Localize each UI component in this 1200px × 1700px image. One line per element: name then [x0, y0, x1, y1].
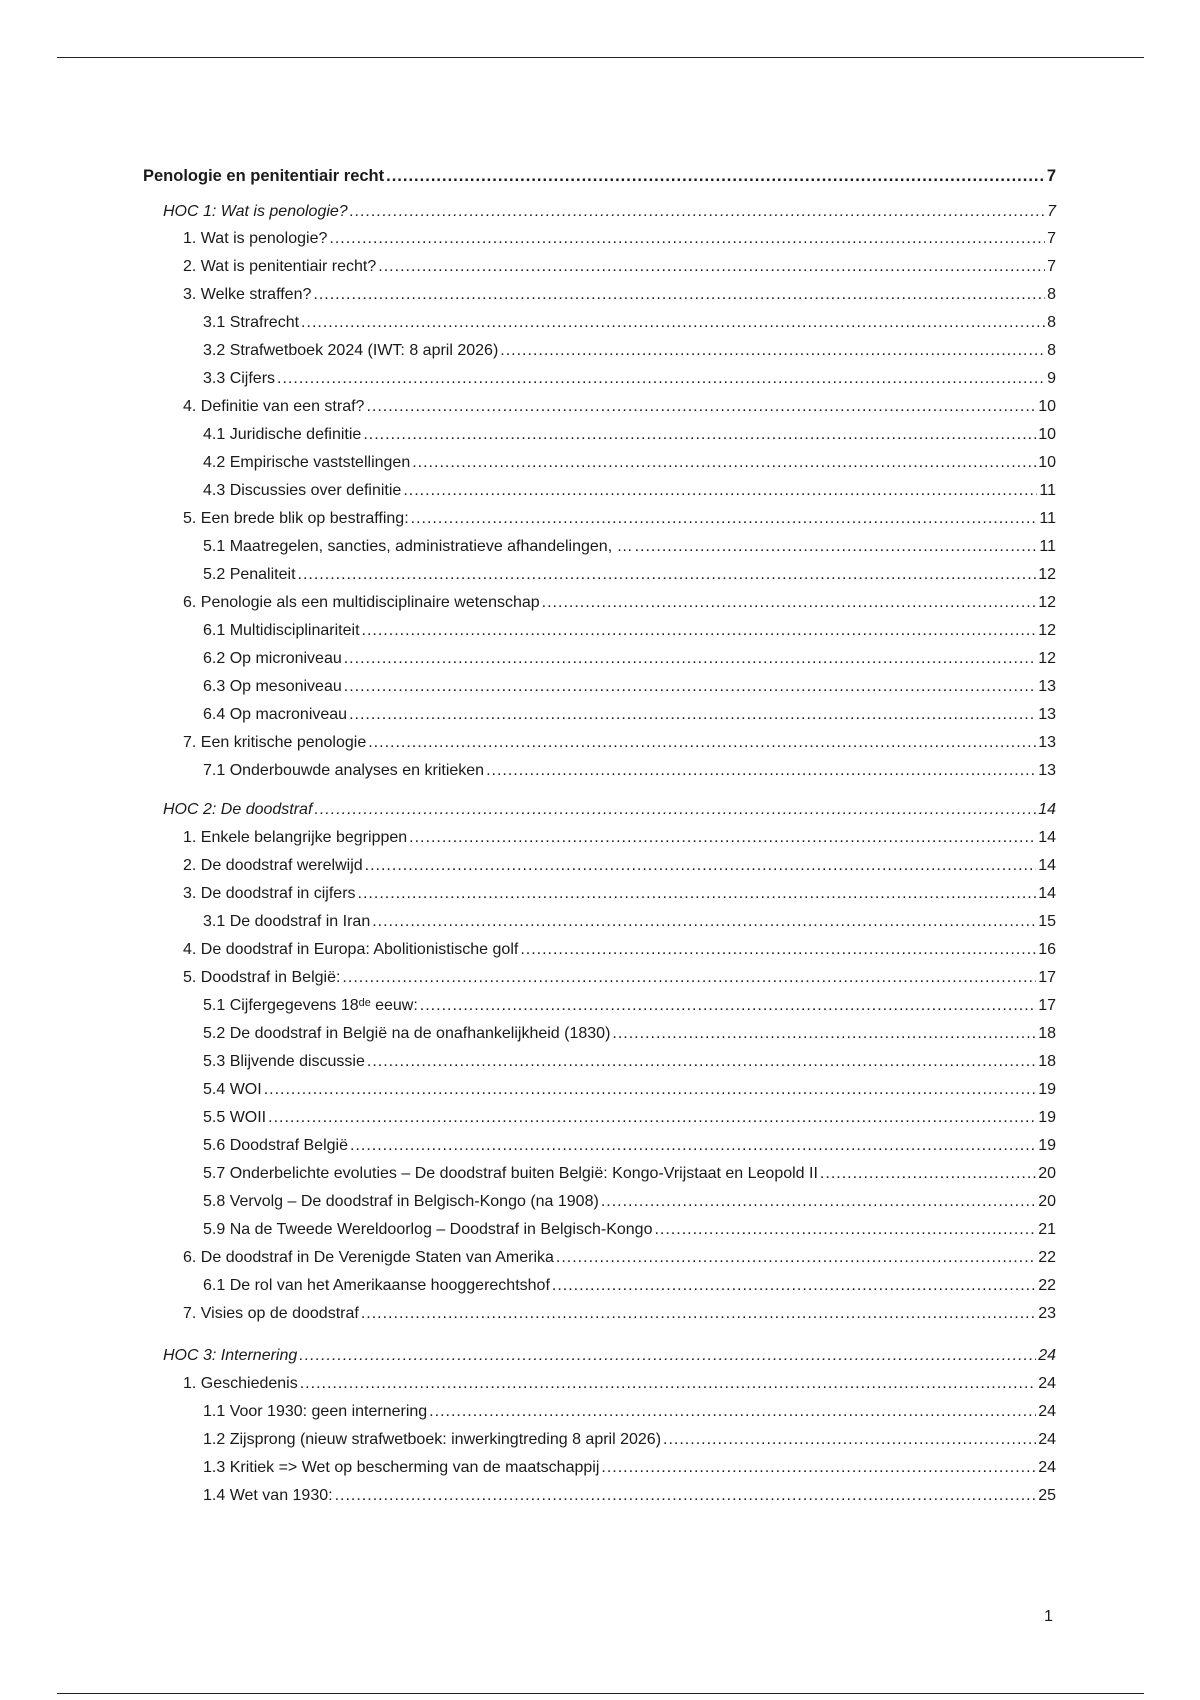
- toc-leader: [361, 1304, 1036, 1324]
- toc-entry[interactable]: [143, 341, 1056, 361]
- toc-leader: [277, 369, 1045, 389]
- toc-entry-page: 14: [1038, 801, 1056, 818]
- toc-entry-page: 23: [1038, 1305, 1056, 1322]
- toc-entry[interactable]: [143, 677, 1056, 697]
- toc-entry-text: Penologie en penitentiair recht: [143, 167, 385, 185]
- toc-entry-text: 5.8 Vervolg – De doodstraf in Belgisch-Kongo (na 1908): [203, 1193, 599, 1210]
- toc-entry-text: 4. De doodstraf in Europa: Abolitionistische golf: [183, 941, 519, 958]
- toc-entry-text: 6. De doodstraf in De Verenigde Staten van Amerika: [183, 1249, 554, 1266]
- toc-entry-text: 7.1 Onderbouwde analyses en kritieken: [203, 762, 485, 779]
- toc-entry-page: 18: [1038, 1025, 1056, 1042]
- toc-entry-page: 12: [1038, 622, 1056, 639]
- toc-leader: [654, 1220, 1036, 1240]
- toc-entry-text: 3. Welke straffen?: [183, 286, 312, 303]
- toc-leader: [635, 537, 1038, 557]
- toc-entry[interactable]: [143, 1164, 1056, 1184]
- toc-entry[interactable]: [143, 257, 1056, 277]
- toc-entry[interactable]: [143, 621, 1056, 641]
- toc-entry[interactable]: [143, 1276, 1056, 1296]
- toc-leader: [313, 285, 1045, 305]
- toc-leader: [300, 1374, 1036, 1394]
- toc-entry[interactable]: [143, 1108, 1056, 1128]
- toc-leader: [366, 397, 1036, 417]
- toc-entry-text: 5.2 De doodstraf in België na de onafhankelijkheid (1830): [203, 1025, 611, 1042]
- toc-entry[interactable]: [143, 285, 1056, 305]
- toc-entry[interactable]: [143, 593, 1056, 613]
- toc-entry-text: 5.2 Penaliteit: [203, 566, 296, 583]
- toc-leader: [329, 229, 1045, 249]
- toc-entry-page: 24: [1038, 1459, 1056, 1476]
- toc-entry[interactable]: [143, 1374, 1056, 1394]
- toc-entry[interactable]: [143, 1402, 1056, 1422]
- toc-entry-page: 13: [1038, 678, 1056, 695]
- toc-entry[interactable]: [143, 705, 1056, 725]
- toc-leader: [378, 257, 1045, 277]
- toc-entry-text: 4.3 Discussies over definitie: [203, 482, 402, 499]
- toc-leader: [264, 1080, 1037, 1100]
- toc-entry-page: 13: [1038, 706, 1056, 723]
- toc-entry[interactable]: [143, 912, 1056, 932]
- toc-leader: [362, 621, 1037, 641]
- toc-entry-page: 24: [1038, 1347, 1056, 1364]
- toc-entry-text: HOC 1: Wat is penologie?: [163, 203, 348, 220]
- toc-entry-page: 7: [1047, 258, 1056, 275]
- toc-entry-text: 5.1 Maatregelen, sancties, administratieve afhandelingen, …: [203, 538, 633, 555]
- toc-entry-text: 6.1 Multidisciplinariteit: [203, 622, 360, 639]
- toc-entry-text: 4.2 Empirische vaststellingen: [203, 454, 411, 471]
- toc-leader: [314, 800, 1036, 820]
- toc-leader: [372, 912, 1036, 932]
- toc-leader: [335, 1486, 1037, 1506]
- toc-leader: [820, 1164, 1036, 1184]
- toc-entry[interactable]: [143, 828, 1056, 848]
- toc-entry[interactable]: [143, 800, 1056, 820]
- toc-entry-page: 19: [1038, 1137, 1056, 1154]
- toc-leader: [365, 856, 1037, 876]
- toc-entry-page: 7: [1047, 230, 1056, 247]
- toc-entry[interactable]: [143, 856, 1056, 876]
- toc-entry-text: 1. Wat is penologie?: [183, 230, 328, 247]
- toc-entry-text: 1. Enkele belangrijke begrippen: [183, 829, 408, 846]
- toc-entry-page: 25: [1038, 1487, 1056, 1504]
- toc-entry-text: 5.9 Na de Tweede Wereldoorlog – Doodstraf in Belgisch-Kongo: [203, 1221, 653, 1238]
- toc-entry-page: 10: [1038, 398, 1056, 415]
- toc-entry[interactable]: [143, 369, 1056, 389]
- toc-entry[interactable]: [143, 1192, 1056, 1212]
- toc-entry-page: 20: [1038, 1193, 1056, 1210]
- toc-entry-page: 17: [1038, 969, 1056, 986]
- toc-leader: [298, 565, 1037, 585]
- toc-leader: [486, 761, 1036, 781]
- toc-entry-page: 18: [1038, 1053, 1056, 1070]
- toc-entry-text: 5.3 Blijvende discussie: [203, 1053, 365, 1070]
- toc-entry-text: 2. De doodstraf werelwijd: [183, 857, 363, 874]
- toc-entry[interactable]: [143, 1248, 1056, 1268]
- toc-entry[interactable]: [143, 565, 1056, 585]
- toc-leader: [411, 509, 1038, 529]
- toc-entry-page: 15: [1038, 913, 1056, 930]
- toc-entry[interactable]: [143, 996, 1056, 1016]
- toc-entry-text: 5.4 WOI: [203, 1081, 262, 1098]
- toc-entry-text: HOC 3: Internering: [163, 1347, 298, 1364]
- toc-entry[interactable]: [143, 1486, 1056, 1506]
- toc-entry-page: 22: [1038, 1277, 1056, 1294]
- toc-entry-page: 13: [1038, 734, 1056, 751]
- toc-entry-text: 5.1 Cijfergegevens 18ᵈᵉ eeuw:: [203, 997, 418, 1014]
- toc-entry-text: 6.3 Op mesoniveau: [203, 678, 342, 695]
- toc-entry-text: 7. Visies op de doodstraf: [183, 1305, 359, 1322]
- toc-entry[interactable]: [143, 940, 1056, 960]
- toc-entry[interactable]: [143, 509, 1056, 529]
- toc-entry[interactable]: [143, 397, 1056, 417]
- toc-entry-text: 1. Geschiedenis: [183, 1375, 298, 1392]
- toc-entry-page: 9: [1047, 370, 1056, 387]
- toc-entry-page: 22: [1038, 1249, 1056, 1266]
- toc-leader: [342, 968, 1036, 988]
- toc-entry[interactable]: [143, 884, 1056, 904]
- toc-leader: [412, 453, 1036, 473]
- toc-entry-text: 1.2 Zijsprong (nieuw strafwetboek: inwerkingtreding 8 april 2026): [203, 1431, 662, 1448]
- toc-leader: [301, 313, 1045, 333]
- toc-leader: [601, 1458, 1036, 1478]
- toc-entry-page: 13: [1038, 762, 1056, 779]
- toc-entry-page: 24: [1038, 1375, 1056, 1392]
- toc-entry[interactable]: [143, 425, 1056, 445]
- toc-leader: [368, 733, 1036, 753]
- toc-entry[interactable]: [143, 1430, 1056, 1450]
- toc-entry-text: 6. Penologie als een multidisciplinaire wetenschap: [183, 594, 540, 611]
- toc-entry-text: 3. De doodstraf in cijfers: [183, 885, 356, 902]
- toc-entry[interactable]: [143, 1024, 1056, 1044]
- toc-leader: [358, 884, 1037, 904]
- toc-entry[interactable]: [143, 1346, 1056, 1366]
- toc-entry-page: 10: [1038, 454, 1056, 471]
- toc-entry-page: 11: [1039, 482, 1056, 499]
- toc-entry-page: 8: [1047, 342, 1056, 359]
- toc-entry-text: 1.3 Kritiek => Wet op bescherming van de maatschappij: [203, 1459, 600, 1476]
- toc-leader: [386, 166, 1045, 186]
- toc-entry-text: 3.1 De doodstraf in Iran: [203, 913, 371, 930]
- toc-leader: [612, 1024, 1036, 1044]
- toc-entry-page: 19: [1038, 1081, 1056, 1098]
- toc-entry[interactable]: [143, 453, 1056, 473]
- toc-leader: [663, 1430, 1036, 1450]
- toc-entry-page: 24: [1038, 1431, 1056, 1448]
- toc-leader: [367, 1052, 1036, 1072]
- toc-entry[interactable]: [143, 1220, 1056, 1240]
- toc-entry-page: 21: [1038, 1221, 1056, 1238]
- toc-entry-page: 7: [1047, 203, 1056, 220]
- toc-entry-text: 4.1 Juridische definitie: [203, 426, 362, 443]
- footer-rule: [57, 1693, 1144, 1694]
- toc-entry-page: 14: [1038, 829, 1056, 846]
- toc-entry[interactable]: [143, 229, 1056, 249]
- toc-entry-page: 20: [1038, 1165, 1056, 1182]
- toc-leader: [299, 1346, 1036, 1366]
- toc-leader: [552, 1276, 1036, 1296]
- toc-entry-page: 17: [1038, 997, 1056, 1014]
- toc-leader: [520, 940, 1036, 960]
- toc-leader: [350, 1136, 1036, 1156]
- toc-entry[interactable]: [143, 761, 1056, 781]
- toc-entry[interactable]: [143, 537, 1056, 557]
- toc-leader: [409, 828, 1036, 848]
- toc-leader: [403, 481, 1037, 501]
- toc-entry-text: 5. Een brede blik op bestraffing:: [183, 510, 409, 527]
- toc-entry-text: 1.4 Wet van 1930:: [203, 1487, 333, 1504]
- toc-entry[interactable]: [143, 202, 1056, 222]
- toc-leader: [500, 341, 1045, 361]
- toc-entry-page: 14: [1038, 857, 1056, 874]
- toc-leader: [268, 1108, 1036, 1128]
- toc-entry[interactable]: [143, 968, 1056, 988]
- toc-entry-text: 4. Definitie van een straf?: [183, 398, 365, 415]
- header-rule: [57, 57, 1144, 58]
- page-number: 1: [1044, 1608, 1053, 1625]
- toc-entry-page: 11: [1039, 538, 1056, 555]
- toc-leader: [349, 705, 1036, 725]
- toc-entry-text: 7. Een kritische penologie: [183, 734, 367, 751]
- toc-entry-page: 8: [1047, 286, 1056, 303]
- toc-entry[interactable]: [143, 313, 1056, 333]
- toc-entry-text: 5.5 WOII: [203, 1109, 267, 1126]
- toc-leader: [429, 1402, 1036, 1422]
- toc-entry-text: 5.7 Onderbelichte evoluties – De doodstraf buiten België: Kongo-Vrijstaat en Leopold II: [203, 1165, 818, 1182]
- toc-entry-page: 16: [1038, 941, 1056, 958]
- toc-entry-text: 1.1 Voor 1930: geen internering: [203, 1403, 428, 1420]
- toc-entry[interactable]: [143, 1304, 1056, 1324]
- toc-entry[interactable]: [143, 1136, 1056, 1156]
- toc-entry-page: 7: [1046, 167, 1056, 185]
- toc-entry-text: 3.3 Cijfers: [203, 370, 276, 387]
- toc-entry-text: HOC 2: De doodstraf: [163, 801, 313, 818]
- toc-leader: [344, 677, 1036, 697]
- toc-leader: [363, 425, 1036, 445]
- toc-leader: [344, 649, 1036, 669]
- toc-entry-page: 24: [1038, 1403, 1056, 1420]
- toc-entry-page: 11: [1039, 510, 1056, 527]
- toc-entry-text: 3.2 Strafwetboek 2024 (IWT: 8 april 2026): [203, 342, 499, 359]
- toc-entry-text: 3.1 Strafrecht: [203, 314, 300, 331]
- toc-entry-text: 5.6 Doodstraf België: [203, 1137, 348, 1154]
- toc-entry-text: 6.1 De rol van het Amerikaanse hooggerechtshof: [203, 1277, 550, 1294]
- toc-entry-text: 2. Wat is penitentiair recht?: [183, 258, 377, 275]
- toc-entry-text: 6.2 Op microniveau: [203, 650, 342, 667]
- toc-entry-page: 8: [1047, 314, 1056, 331]
- toc-entry-page: 19: [1038, 1109, 1056, 1126]
- toc-leader: [350, 202, 1045, 222]
- toc-entry[interactable]: [143, 1052, 1056, 1072]
- toc-leader: [556, 1248, 1036, 1268]
- toc-entry[interactable]: [143, 166, 1056, 186]
- toc-entry[interactable]: [143, 649, 1056, 669]
- toc-entry-page: 12: [1038, 594, 1056, 611]
- toc-entry-page: 12: [1038, 566, 1056, 583]
- toc-leader: [420, 996, 1036, 1016]
- toc-leader: [601, 1192, 1036, 1212]
- toc-entry[interactable]: [143, 481, 1056, 501]
- toc-leader: [542, 593, 1037, 613]
- toc-entry-page: 10: [1038, 426, 1056, 443]
- toc-entry-text: 6.4 Op macroniveau: [203, 706, 348, 723]
- toc-entry[interactable]: [143, 1080, 1056, 1100]
- toc-entry-page: 14: [1038, 885, 1056, 902]
- toc-entry-text: 5. Doodstraf in België:: [183, 969, 341, 986]
- toc-entry[interactable]: [143, 733, 1056, 753]
- toc-entry-page: 12: [1038, 650, 1056, 667]
- toc-entry[interactable]: [143, 1458, 1056, 1478]
